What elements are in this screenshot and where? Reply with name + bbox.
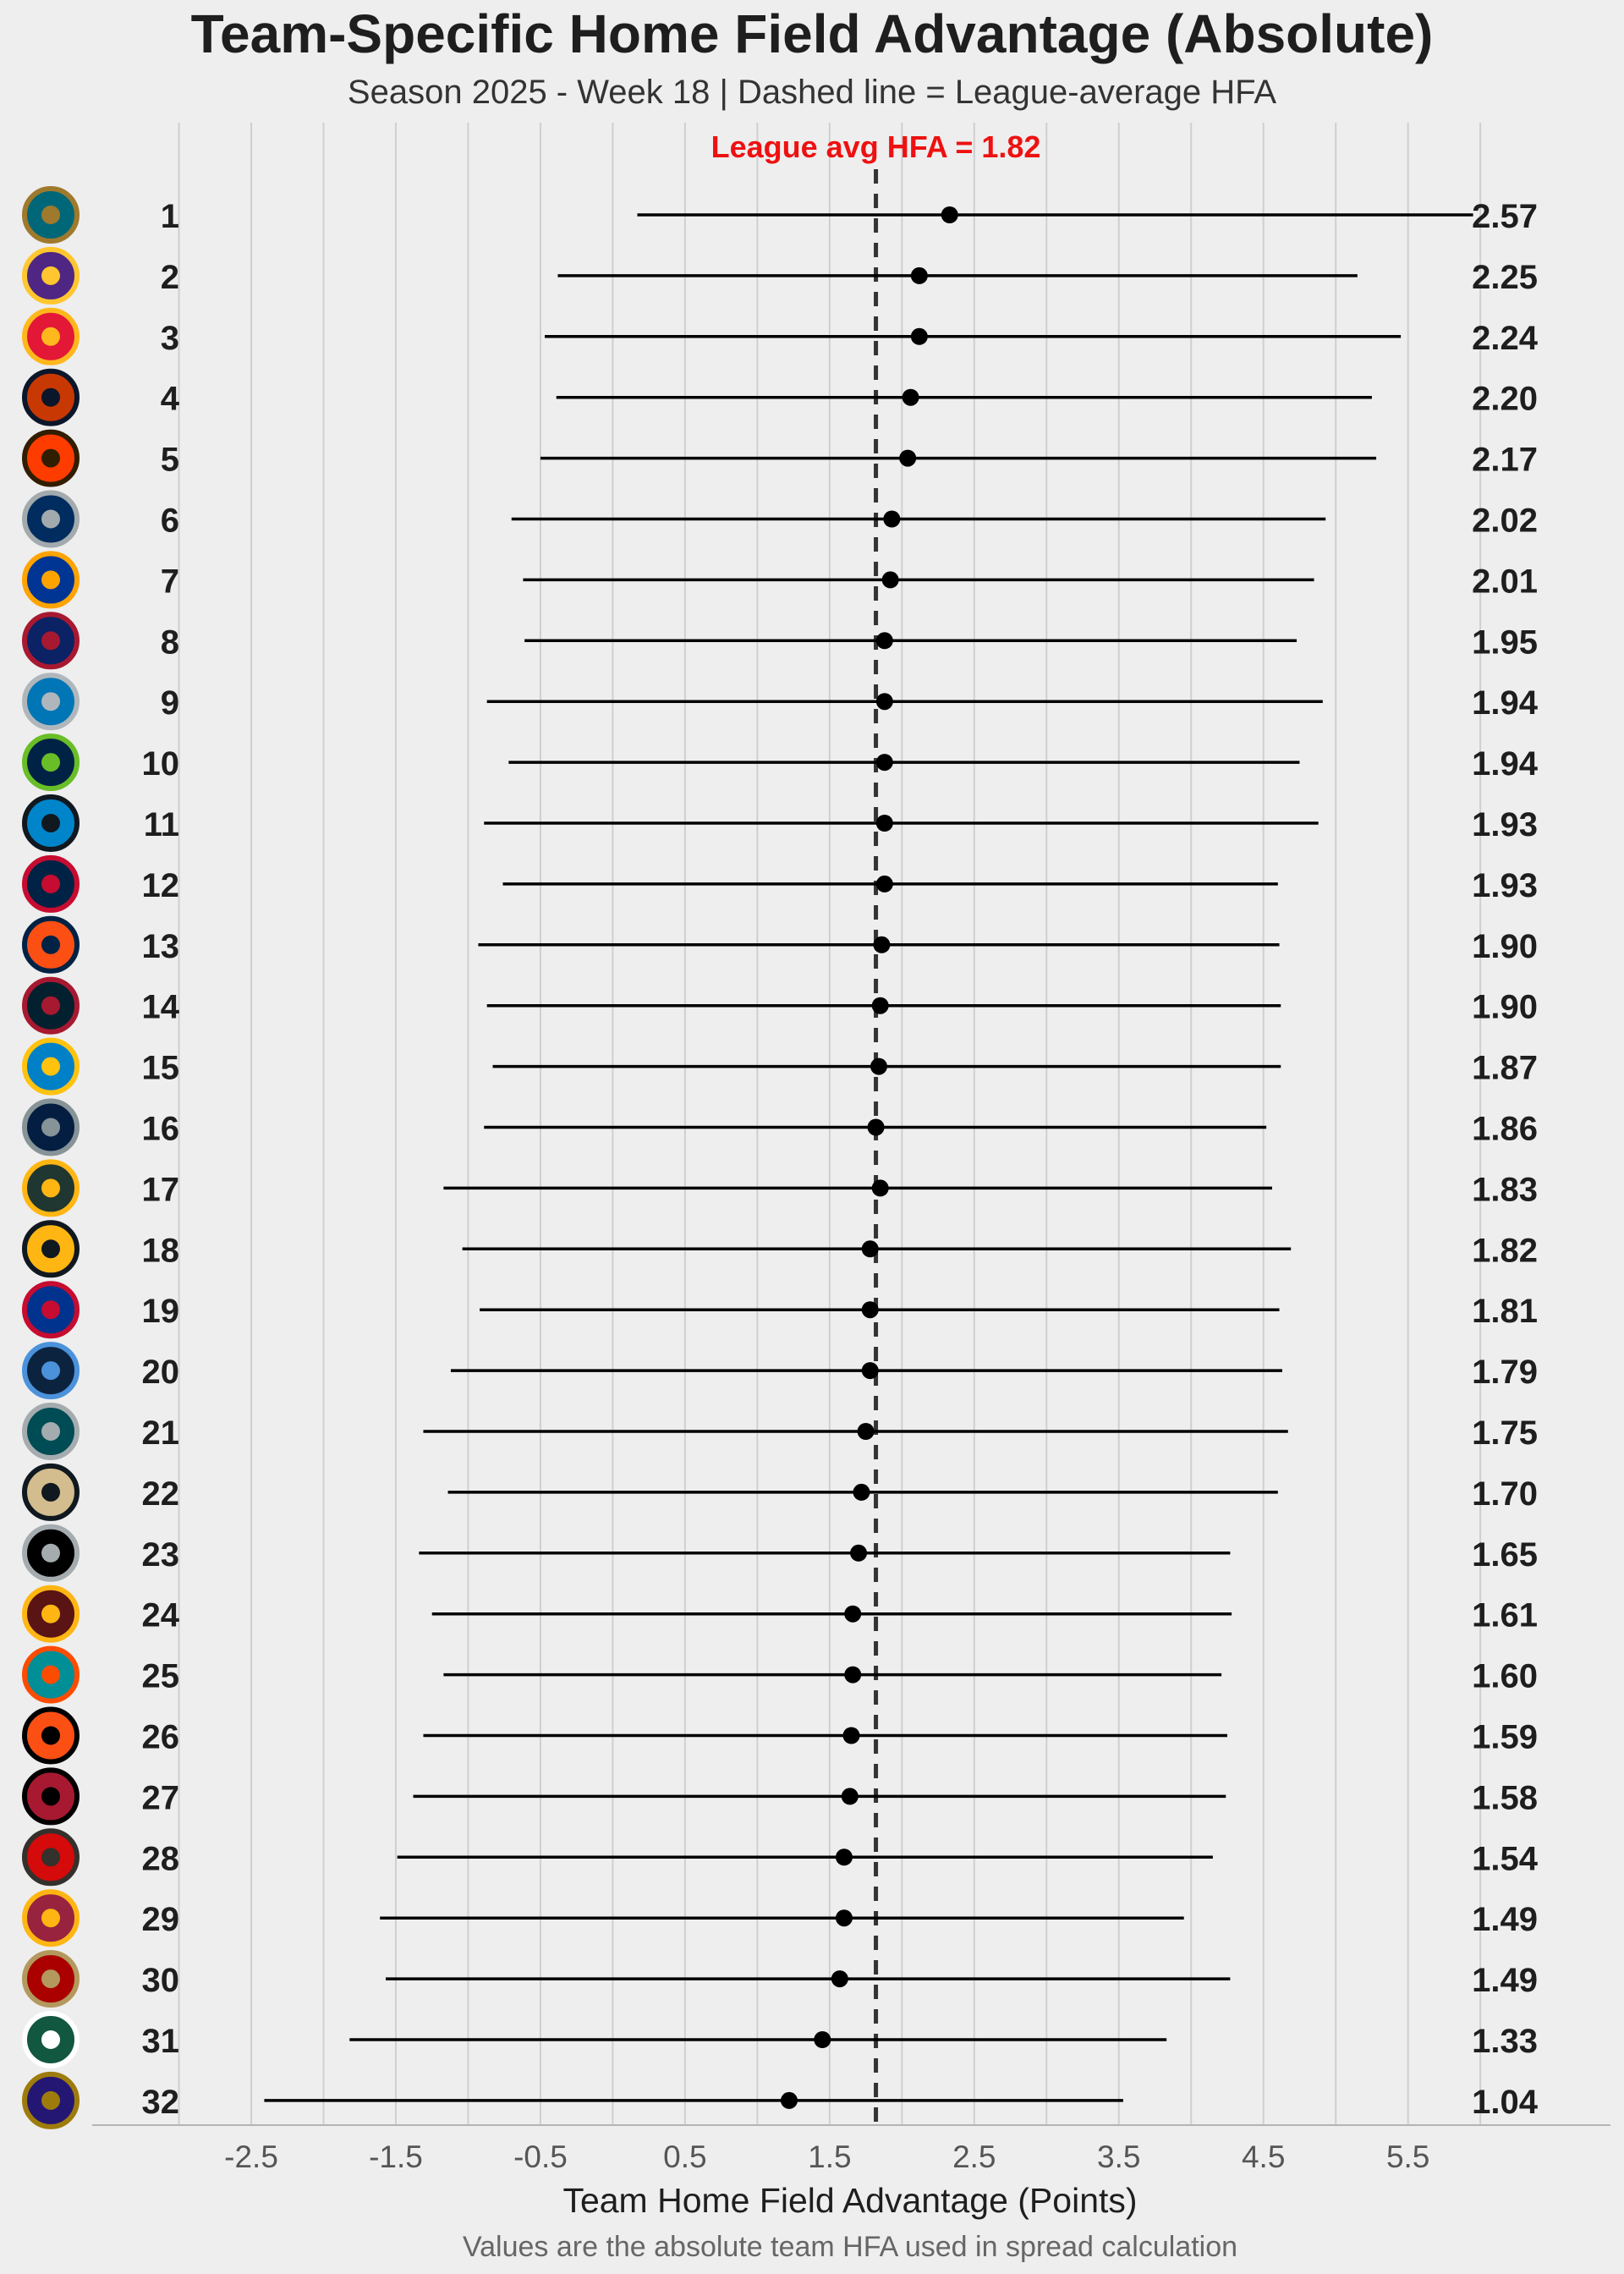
rank-label: 21: [141, 1414, 179, 1452]
team-logo-center: [41, 1666, 60, 1684]
team-logo-center: [41, 1422, 60, 1441]
rank-label: 27: [141, 1779, 179, 1817]
value-label: 1.33: [1472, 2023, 1538, 2060]
point-marker: [911, 267, 928, 284]
team-logo-icon: [25, 1041, 77, 1093]
team-logo-icon: [25, 371, 77, 424]
point-marker: [872, 997, 889, 1014]
team-logo-center: [41, 1787, 60, 1805]
team-logo-icon: [25, 675, 77, 728]
rank-label: 8: [160, 623, 179, 662]
value-label: 1.94: [1472, 745, 1538, 783]
point-marker: [862, 1362, 879, 1379]
team-logo-icon: [25, 310, 77, 363]
rank-label: 26: [141, 1718, 179, 1756]
value-label: 1.49: [1472, 1962, 1538, 2000]
team-logo-center: [41, 753, 60, 772]
rank-label: 10: [141, 745, 179, 783]
point-marker: [844, 1667, 861, 1684]
value-label: 1.82: [1472, 1232, 1538, 1270]
team-logo-icon: [25, 614, 77, 667]
team-logo-icon: [25, 1222, 77, 1275]
rank-label: 5: [160, 441, 179, 479]
rank-label: 12: [141, 866, 179, 904]
point-marker: [858, 1423, 875, 1440]
value-label: 1.70: [1472, 1475, 1538, 1513]
point-marker: [876, 754, 893, 771]
team-logo-icon: [25, 1344, 77, 1397]
team-logo-center: [41, 1361, 60, 1380]
rank-label: 19: [141, 1293, 179, 1331]
rank-label: 13: [141, 927, 179, 965]
team-logo-center: [41, 206, 60, 224]
point-marker: [911, 328, 928, 345]
value-label: 1.49: [1472, 1901, 1538, 1939]
rank-label: 29: [141, 1901, 179, 1939]
team-logo-icon: [25, 1527, 77, 1579]
team-logo-center: [41, 327, 60, 346]
x-tick-label: -1.5: [369, 2139, 423, 2174]
team-logo-center: [41, 1239, 60, 1258]
team-logo-center: [41, 692, 60, 711]
x-tick-label: -2.5: [224, 2139, 278, 2174]
point-marker: [872, 1179, 889, 1196]
point-marker: [873, 937, 890, 953]
value-label: 2.01: [1472, 563, 1538, 601]
point-marker: [876, 876, 893, 893]
point-marker: [870, 1058, 887, 1075]
team-logo-center: [41, 1118, 60, 1137]
point-marker: [876, 693, 893, 710]
point-marker: [862, 1301, 879, 1318]
point-marker: [868, 1119, 885, 1136]
value-label: 1.87: [1472, 1049, 1538, 1087]
rank-label: 2: [160, 258, 179, 296]
point-marker: [844, 1606, 861, 1623]
team-logo-center: [41, 814, 60, 832]
league-average-label: League avg HFA = 1.82: [710, 129, 1041, 164]
rank-label: 7: [160, 563, 179, 601]
point-marker: [876, 815, 893, 832]
point-marker: [843, 1727, 860, 1744]
team-logo-center: [41, 570, 60, 589]
value-label: 1.04: [1472, 2083, 1538, 2121]
team-logo-icon: [25, 919, 77, 971]
team-logo-center: [41, 1848, 60, 1866]
value-label: 1.95: [1472, 623, 1538, 662]
rank-label: 22: [141, 1475, 179, 1513]
value-label: 1.75: [1472, 1414, 1538, 1452]
value-label: 1.59: [1472, 1718, 1538, 1756]
team-logo-icon: [25, 2013, 77, 2066]
x-tick-label: 2.5: [952, 2139, 996, 2174]
rank-label: 9: [160, 684, 179, 722]
chart-caption: Values are the absolute team HFA used in spread calculation: [462, 2231, 1238, 2263]
team-logo-icon: [25, 1770, 77, 1822]
team-logo-icon: [25, 1953, 77, 2005]
value-label: 1.93: [1472, 866, 1538, 904]
team-logo-center: [41, 449, 60, 468]
chart-subtitle: Season 2025 - Week 18 | Dashed line = League-average HFA: [347, 74, 1277, 111]
team-logo-center: [41, 1057, 60, 1076]
team-logo-center: [41, 875, 60, 893]
x-tick-label: 5.5: [1385, 2139, 1430, 2174]
team-logo-icon: [25, 432, 77, 485]
rank-label: 4: [160, 380, 179, 418]
value-label: 1.86: [1472, 1110, 1538, 1148]
team-logo-center: [41, 510, 60, 529]
team-logo-icon: [25, 1162, 77, 1214]
point-marker: [842, 1788, 859, 1804]
point-marker: [831, 1970, 848, 1987]
team-logo-icon: [25, 1649, 77, 1701]
value-label: 1.54: [1472, 1840, 1538, 1878]
rank-label: 14: [141, 988, 179, 1026]
rank-label: 17: [141, 1171, 179, 1209]
point-marker: [853, 1484, 870, 1501]
point-marker: [899, 450, 916, 467]
team-logo-center: [41, 388, 60, 407]
x-tick-label: -0.5: [513, 2139, 568, 2174]
value-label: 2.24: [1472, 319, 1538, 357]
rank-label: 3: [160, 319, 179, 357]
point-marker: [781, 2092, 798, 2109]
rank-label: 24: [141, 1596, 179, 1634]
team-logo-icon: [25, 797, 77, 849]
value-label: 2.02: [1472, 502, 1538, 540]
point-marker: [836, 1848, 853, 1865]
x-axis-label: Team Home Field Advantage (Points): [562, 2181, 1138, 2220]
chart-title: Team-Specific Home Field Advantage (Absolute): [190, 3, 1434, 64]
team-logo-center: [41, 1605, 60, 1623]
team-logo-center: [41, 266, 60, 285]
team-logo-icon: [25, 1405, 77, 1458]
team-logo-icon: [25, 980, 77, 1032]
point-marker: [876, 632, 893, 649]
team-logo-icon: [25, 1831, 77, 1883]
x-tick-label: 1.5: [808, 2139, 852, 2174]
x-tick-label: 4.5: [1241, 2139, 1286, 2174]
rank-label: 11: [143, 806, 179, 843]
rank-label: 18: [141, 1232, 179, 1270]
point-marker: [941, 206, 958, 223]
point-marker: [903, 389, 919, 406]
point-marker: [862, 1240, 879, 1257]
team-logo-center: [41, 1969, 60, 1988]
value-label: 2.20: [1472, 380, 1538, 418]
rank-label: 20: [141, 1354, 179, 1392]
value-label: 1.83: [1472, 1171, 1538, 1209]
rank-label: 32: [141, 2083, 179, 2121]
value-label: 1.79: [1472, 1354, 1538, 1392]
rank-label: 16: [141, 1110, 179, 1148]
team-logo-icon: [25, 1466, 77, 1519]
value-label: 1.94: [1472, 684, 1538, 722]
x-tick-label: 0.5: [663, 2139, 707, 2174]
value-label: 1.90: [1472, 927, 1538, 965]
point-marker: [882, 571, 899, 588]
rank-label: 6: [160, 502, 179, 540]
rank-label: 31: [141, 2023, 179, 2060]
team-logo-center: [41, 1544, 60, 1563]
value-label: 2.17: [1472, 441, 1538, 479]
value-label: 1.61: [1472, 1596, 1538, 1634]
team-logo-center: [41, 1300, 60, 1319]
team-logo-center: [41, 631, 60, 650]
team-logo-icon: [25, 2074, 77, 2127]
team-logo-center: [41, 936, 60, 954]
team-logo-icon: [25, 1710, 77, 1762]
value-label: 1.58: [1472, 1779, 1538, 1817]
team-logo-center: [41, 1483, 60, 1502]
rank-label: 25: [141, 1657, 179, 1695]
point-marker: [850, 1545, 867, 1562]
rank-label: 23: [141, 1535, 179, 1574]
value-label: 1.60: [1472, 1657, 1538, 1695]
point-marker: [883, 511, 900, 528]
point-marker: [814, 2031, 831, 2048]
team-logo-center: [41, 1909, 60, 1927]
x-tick-label: 3.5: [1097, 2139, 1141, 2174]
value-label: 2.57: [1472, 198, 1538, 235]
team-logo-icon: [25, 189, 77, 241]
rank-label: 30: [141, 1962, 179, 2000]
team-logo-icon: [25, 1588, 77, 1640]
value-label: 1.81: [1472, 1293, 1538, 1331]
team-logo-center: [41, 2030, 60, 2049]
team-logo-center: [41, 2091, 60, 2110]
point-marker: [836, 1909, 853, 1926]
team-logo-icon: [25, 736, 77, 788]
x-tick-labels: [224, 2139, 1429, 2174]
rank-label: 15: [141, 1049, 179, 1087]
team-logo-icon: [25, 1101, 77, 1154]
team-logo-icon: [25, 250, 77, 302]
value-label: 1.90: [1472, 988, 1538, 1026]
value-label: 1.93: [1472, 806, 1538, 843]
team-logo-center: [41, 1178, 60, 1197]
team-logo-icon: [25, 858, 77, 910]
team-logo-center: [41, 1727, 60, 1745]
rank-label: 1: [160, 198, 179, 235]
team-logo-icon: [25, 1892, 77, 1944]
value-label: 2.25: [1472, 258, 1538, 296]
team-logo-icon: [25, 1283, 77, 1336]
rank-label: 28: [141, 1840, 179, 1878]
team-logo-icon: [25, 553, 77, 606]
team-logo-center: [41, 997, 60, 1015]
value-label: 1.65: [1472, 1535, 1538, 1574]
team-logo-icon: [25, 493, 77, 546]
